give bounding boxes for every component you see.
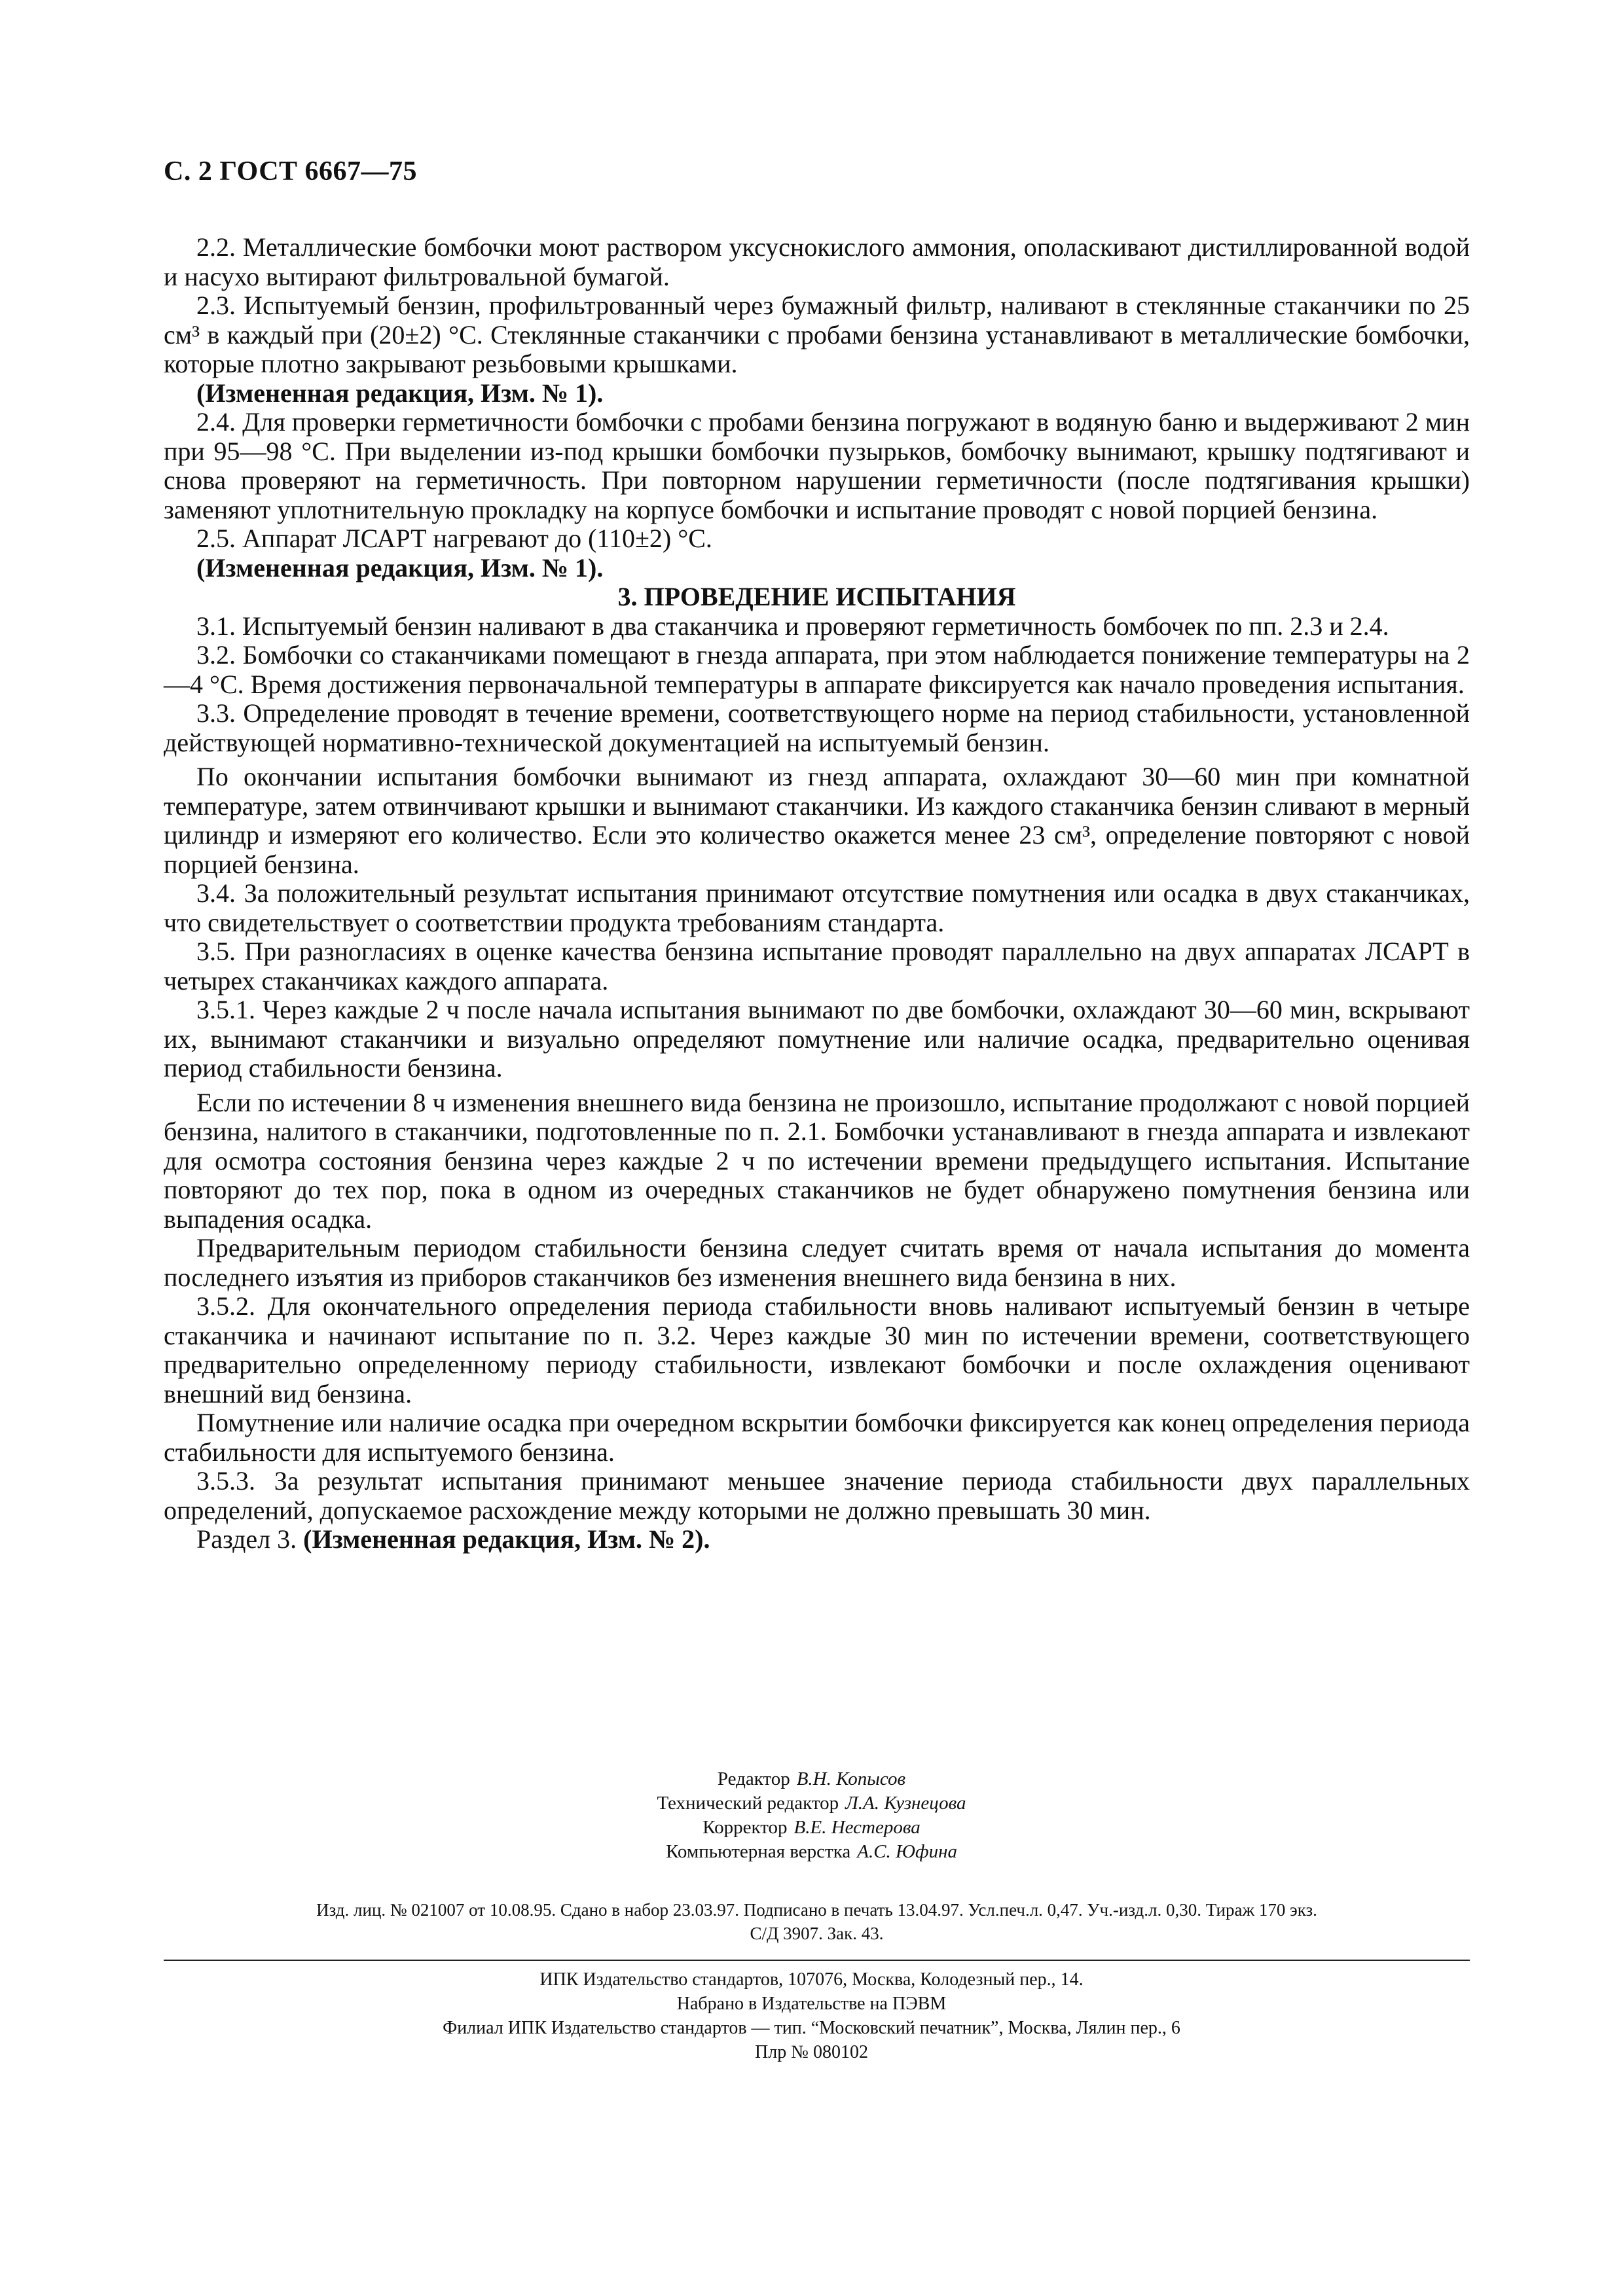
paragraph-3-5-1: 3.5.1. Через каждые 2 ч после начала испытания вынимают по две бомбочки, охлаждают 30—60 мин, вскрывают их, вынимают стаканчики и визуально определяют помутнение или наличие осадка, предварительно оценивая период стабильности бензина.	[164, 995, 1470, 1083]
editorial-credits	[0, 1767, 1623, 1864]
credit-role: Редактор	[717, 1768, 790, 1789]
credit-role: Технический редактор	[657, 1793, 839, 1814]
paragraph-3-5-1-cont: Если по истечении 8 ч изменения внешнего вида бензина не произошло, испытание продолжают с новой порцией бензина, налитого в стаканчики, подготовленные по п. 2.1. Бомбочки устанавливают в гнезда аппарата и извлекают для осмотра состояния бензина через каждые 2 ч по истечении времени предыдущего испытания. Испытание повторяют до тех пор, пока в одном из очередных стаканчиков не будет обнаружено помутнения бензина или выпадения осадка.	[164, 1087, 1470, 1234]
paragraph-3-1: 3.1. Испытуемый бензин наливают в два стаканчика и проверяют герметичность бомбочек по пп. 2.3 и 2.4.	[196, 611, 1389, 641]
paragraph-2-5: 2.5. Аппарат ЛСАРТ нагревают до (110±2) °С.	[196, 524, 712, 553]
credit-proofreader	[0, 1816, 1623, 1840]
paragraph-3-5: 3.5. При разногласиях в оценке качества бензина испытание проводят параллельно на двух аппаратах ЛСАРТ в четырех стаканчиках каждого аппарата.	[164, 937, 1470, 996]
section-amendment-note	[164, 1525, 1470, 1554]
publisher-line: Набрано в Издательстве на ПЭВМ	[676, 1994, 947, 2014]
imprint-line: С/Д 3907. Зак. 43.	[750, 1924, 884, 1943]
credit-role: Корректор	[702, 1817, 788, 1838]
paragraph-3-3: 3.3. Определение проводят в течение времени, соответствующего норме на период стабильности, установленной действующей нормативно-технической документацией на испытуемый бензин.	[164, 698, 1470, 757]
credit-name: Л.А. Кузнецова	[845, 1793, 966, 1814]
paragraph-3-5-2-cont: Помутнение или наличие осадка при очередном вскрытии бомбочки фиксируется как конец определения периода стабильности для испытуемого бензина.	[164, 1408, 1470, 1467]
section-title: 3. ПРОВЕДЕНИЕ ИСПЫТАНИЯ	[617, 582, 1016, 611]
paragraph-3-2: 3.2. Бомбочки со стаканчиками помещают в гнезда аппарата, при этом наблюдается понижение температуры на 2—4 °С. Время достижения первоначальной температуры в аппарате фиксируется как начало проведения испытания.	[164, 640, 1470, 699]
paragraph-3-5-3: 3.5.3. За результат испытания принимают меньшее значение периода стабильности двух параллельных определений, допускаемое расхождение между которыми не должно превышать 30 мин.	[164, 1466, 1470, 1525]
credit-layout	[0, 1840, 1623, 1864]
credit-tech-editor	[0, 1791, 1623, 1816]
amendment-note: (Измененная редакция, Изм. № 1).	[196, 378, 604, 408]
imprint-info	[164, 1898, 1470, 1945]
publisher-line: Плр № 080102	[755, 2042, 868, 2062]
paragraph-2-2: 2.2. Металлические бомбочки моют раствором уксуснокислого аммония, ополаскивают дистиллированной водой и насухо вытирают фильтровальной бумагой.	[164, 232, 1470, 291]
credit-editor	[0, 1767, 1623, 1791]
paragraph-3-3-cont: По окончании испытания бомбочки вынимают из гнезд аппарата, охлаждают 30—60 мин при комнатной температуре, затем отвинчивают крышки и вынимают стаканчики. Из каждого стаканчика бензин сливают в мерный цилиндр и измеряют его количество. Если это количество окажется менее 23 см³, определение повторяют с новой порцией бензина.	[164, 762, 1470, 879]
publisher-line: ИПК Издательство стандартов, 107076, Москва, Колодезный пер., 14.	[539, 1969, 1084, 1990]
publisher-line: Филиал ИПК Издательство стандартов — тип. “Московский печатник”, Москва, Лялин пер., 6	[443, 2018, 1180, 2038]
paragraph-3-5-2: 3.5.2. Для окончательного определения периода стабильности вновь наливают испытуемый бензин в четыре стаканчика и начинают испытание по п. 3.2. Через каждые 30 мин по истечении времени, соответствующего предварительно определенному периоду стабильности, извлекают бомбочки и после охлаждения оценивают внешний вид бензина.	[164, 1291, 1470, 1408]
credit-role: Компьютерная верстка	[666, 1841, 851, 1862]
section-note-bold: (Измененная редакция, Изм. № 2).	[303, 1524, 710, 1554]
paragraph-3-4: 3.4. За положительный результат испытания принимают отсутствие помутнения или осадка в двух стаканчиках, что свидетельствует о соответствии продукта требованиям стандарта.	[164, 878, 1470, 937]
credit-name: В.Е. Нестерова	[793, 1817, 921, 1838]
paragraph-2-4: 2.4. Для проверки герметичности бомбочки с пробами бензина погружают в водяную баню и выдерживают 2 мин при 95—98 °С. При выделении из-под крышки бомбочки пузырьков, бомбочку вынимают, крышку подтягивают и снова проверяют на герметичность. При повторном нарушении герметичности (после подтягивания крышки) заменяют уплотнительную прокладку на корпусе бомбочки и испытание проводят с новой порцией бензина.	[164, 407, 1470, 524]
credit-name: В.Н. Копысов	[796, 1768, 906, 1789]
document-body	[164, 233, 1470, 1554]
amendment-note: (Измененная редакция, Изм. № 1).	[196, 552, 604, 583]
publisher-info	[0, 1967, 1623, 2064]
imprint-line: Изд. лиц. № 021007 от 10.08.95. Сдано в набор 23.03.97. Подписано в печать 13.04.97. Усл.печ.л. 0,47. Уч.-изд.л. 0,30. Тираж 170 экз.	[316, 1900, 1317, 1920]
paragraph-3-5-1-cont2: Предварительным периодом стабильности бензина следует считать время от начала испытания до момента последнего изъятия из приборов стаканчиков без изменения внешнего вида бензина в них.	[164, 1233, 1470, 1292]
divider-rule	[164, 1960, 1470, 1961]
section-note-prefix: Раздел 3.	[196, 1524, 297, 1554]
credit-name: А.С. Юфина	[857, 1841, 957, 1862]
page-header: С. 2 ГОСТ 6667—75	[164, 156, 418, 187]
paragraph-2-3: 2.3. Испытуемый бензин, профильтрованный через бумажный фильтр, наливают в стеклянные стаканчики по 25 см³ в каждый при (20±2) °С. Стеклянные стаканчики с пробами бензина устанавливают в металлические бомбочки, которые плотно закрывают резьбовыми крышками.	[164, 291, 1470, 378]
